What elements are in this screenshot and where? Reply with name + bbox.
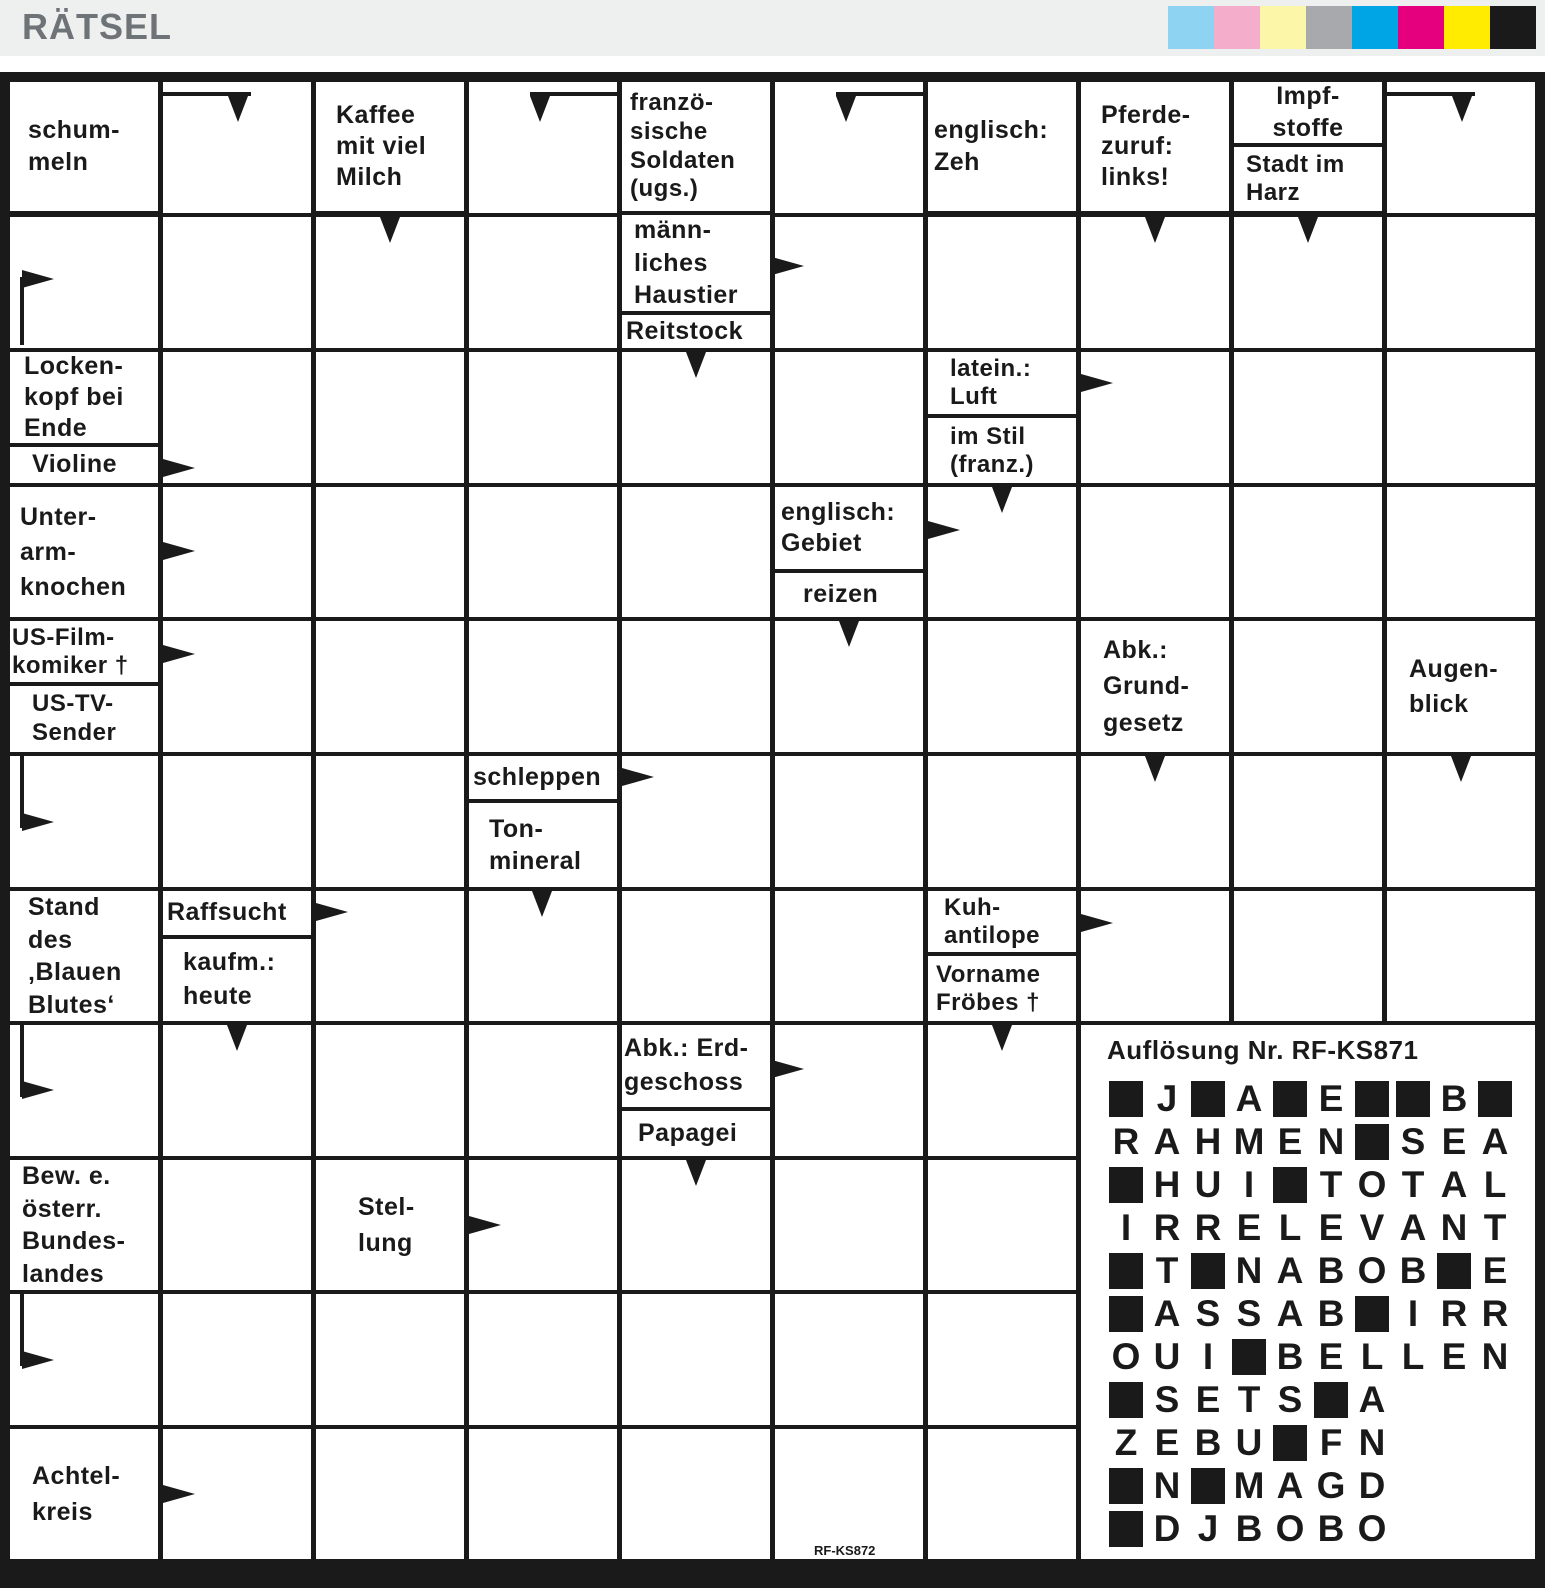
solution-block: [1191, 1468, 1225, 1504]
clue-tonmineral: Ton- mineral: [469, 803, 617, 887]
color-swatch: [1214, 6, 1260, 49]
solution-block: [1109, 1296, 1143, 1332]
clue-reizen: reizen: [775, 573, 923, 617]
arrow-down-icon: [1451, 756, 1471, 782]
clue-englisch-gebiet: englisch: Gebiet: [775, 487, 923, 569]
solution-letter: S: [1195, 1293, 1221, 1334]
answer-cell[interactable]: [775, 1025, 923, 1156]
color-calibration-bar: [1168, 6, 1536, 49]
solution-letter: T: [1401, 1164, 1425, 1205]
solution-letter: N: [1358, 1422, 1386, 1463]
solution-letter: O: [1111, 1336, 1141, 1377]
solution-block: [1355, 1081, 1389, 1117]
arrow-right-icon: [22, 1081, 54, 1099]
clue-franz-soldaten: franzö- sische Soldaten (ugs.): [622, 82, 770, 211]
answer-cell[interactable]: [163, 621, 311, 752]
answer-cell[interactable]: [928, 621, 1076, 752]
solution-letter: B: [1317, 1250, 1345, 1291]
solution-letter: I: [1243, 1164, 1255, 1205]
solution-letter: N: [1481, 1336, 1509, 1377]
clue-stellung: Stel- lung: [316, 1160, 464, 1290]
solution-letter: M: [1233, 1465, 1265, 1506]
answer-cell[interactable]: [163, 1160, 311, 1290]
answer-cell[interactable]: [316, 487, 464, 617]
answer-cell[interactable]: [928, 1294, 1076, 1425]
arrow-right-icon: [163, 1485, 195, 1503]
arrow-down-icon: [686, 1160, 706, 1186]
solution-letter: N: [1317, 1121, 1345, 1162]
solution-block: [1109, 1167, 1143, 1203]
solution-letter: R: [1153, 1207, 1181, 1248]
answer-cell[interactable]: [1081, 891, 1229, 1021]
clue-blaues-blut: Stand des ‚Blauen Blutes‘: [10, 891, 158, 1021]
solution-letter: E: [1154, 1422, 1180, 1463]
clue-lockenkopf: Locken- kopf bei Ende: [10, 352, 158, 443]
answer-cell[interactable]: [469, 1025, 617, 1156]
color-swatch: [1260, 6, 1306, 49]
arrow-down-icon: [992, 1025, 1012, 1051]
solution-letter: A: [1399, 1207, 1427, 1248]
solution-letter: M: [1233, 1121, 1265, 1162]
answer-cell[interactable]: [316, 1294, 464, 1425]
clue-schleppen: schleppen: [469, 756, 617, 799]
answer-cell[interactable]: [163, 217, 311, 348]
clue-unterarmknochen: Unter- arm- knochen: [10, 487, 158, 617]
solution-letter: B: [1440, 1078, 1468, 1119]
arrow-down-icon: [1298, 217, 1318, 243]
answer-cell[interactable]: [1234, 891, 1382, 1021]
solution-block: [1232, 1339, 1266, 1375]
answer-cell[interactable]: [1081, 487, 1229, 617]
solution-letter: U: [1194, 1164, 1222, 1205]
color-swatch: [1398, 6, 1444, 49]
solution-letter: E: [1318, 1207, 1344, 1248]
arrow-right-icon: [163, 645, 195, 663]
clue-im-stil: im Stil (franz.): [928, 418, 1076, 483]
arrow-down-icon: [228, 96, 248, 122]
arrow-down-icon: [380, 217, 400, 243]
solution-letter: L: [1360, 1336, 1384, 1377]
answer-cell[interactable]: [1234, 352, 1382, 483]
solution-block: [1109, 1081, 1143, 1117]
solution-letter: T: [1155, 1250, 1179, 1291]
answer-cell[interactable]: [775, 1294, 923, 1425]
solution-letter: O: [1357, 1164, 1387, 1205]
arrow-right-icon: [772, 257, 804, 275]
answer-cell[interactable]: [469, 217, 617, 348]
color-swatch: [1168, 6, 1214, 49]
solution-letter: A: [1235, 1078, 1263, 1119]
arrow-right-icon: [1081, 374, 1113, 392]
clue-pferdezuruf: Pferde- zuruf: links!: [1081, 82, 1229, 211]
solution-letter: I: [1202, 1336, 1214, 1377]
answer-cell[interactable]: [1387, 891, 1535, 1021]
answer-cell[interactable]: [469, 621, 617, 752]
solution-block: [1109, 1511, 1143, 1547]
clue-kuhantilope: Kuh- antilope: [928, 891, 1076, 952]
solution-letter: A: [1276, 1465, 1304, 1506]
solution-block: [1437, 1253, 1471, 1289]
answer-cell[interactable]: [1387, 352, 1535, 483]
solution-letter: B: [1276, 1336, 1304, 1377]
solution-letter: F: [1319, 1422, 1343, 1463]
answer-cell[interactable]: [775, 1429, 923, 1559]
answer-cell[interactable]: [1081, 352, 1229, 483]
solution-letter: A: [1276, 1293, 1304, 1334]
clue-kaffee-milch: Kaffee mit viel Milch: [316, 82, 464, 211]
answer-cell[interactable]: [775, 756, 923, 887]
solution-letter: D: [1153, 1508, 1181, 1549]
solution-letter: S: [1236, 1293, 1262, 1334]
arrow-down-icon: [530, 96, 550, 122]
clue-violine: Violine: [10, 447, 158, 483]
solution-letter: B: [1317, 1293, 1345, 1334]
solution-letter: T: [1319, 1164, 1343, 1205]
solution-block: [1273, 1167, 1307, 1203]
solution-letter: E: [1441, 1336, 1467, 1377]
solution-letter: J: [1156, 1078, 1178, 1119]
arrow-down-icon: [1145, 756, 1165, 782]
solution-block: [1314, 1382, 1348, 1418]
solution-letter: H: [1153, 1164, 1181, 1205]
solution-letter: N: [1153, 1465, 1181, 1506]
clue-us-filmkomiker: US-Film- komiker †: [10, 621, 158, 682]
answer-cell[interactable]: [469, 487, 617, 617]
solution-letter: J: [1197, 1508, 1219, 1549]
solution-letter: G: [1316, 1465, 1346, 1506]
puzzle-code: RF-KS872: [814, 1543, 876, 1558]
solution-letter: N: [1235, 1250, 1263, 1291]
clue-reitstock: Reitstock: [622, 315, 770, 348]
answer-cell[interactable]: [163, 756, 311, 887]
solution-letter: B: [1399, 1250, 1427, 1291]
solution-block: [1355, 1296, 1389, 1332]
solution-letter: Z: [1114, 1422, 1138, 1463]
solution-title: Auflösung Nr. RF-KS871: [1107, 1035, 1419, 1065]
solution-panel: [1081, 1025, 1535, 1559]
solution-block: [1109, 1382, 1143, 1418]
solution-letter: E: [1318, 1336, 1344, 1377]
solution-block: [1273, 1425, 1307, 1461]
arrow-right-icon: [22, 1351, 54, 1369]
solution-letter: O: [1357, 1508, 1387, 1549]
color-swatch: [1352, 6, 1398, 49]
solution-letter: L: [1483, 1164, 1507, 1205]
solution-letter: R: [1194, 1207, 1222, 1248]
answer-cell[interactable]: [163, 1294, 311, 1425]
solution-block: [1396, 1081, 1430, 1117]
answer-cell[interactable]: [469, 352, 617, 483]
solution-letter: O: [1357, 1250, 1387, 1291]
clue-maennliches-haustier: männ- liches Haustier: [622, 215, 770, 311]
clue-vorname-froebes: Vorname Fröbes †: [928, 956, 1076, 1021]
solution-letter: T: [1483, 1207, 1507, 1248]
clue-us-tv-sender: US-TV- Sender: [10, 686, 158, 752]
clue-kaufm-heute: kaufm.: heute: [163, 939, 311, 1021]
clue-bundeslandes: Bew. e. österr. Bundes- landes: [10, 1160, 158, 1290]
answer-cell[interactable]: [1387, 487, 1535, 617]
color-swatch: [1490, 6, 1536, 49]
solution-letter: E: [1318, 1078, 1344, 1119]
solution-letter: U: [1153, 1336, 1181, 1377]
solution-letter: L: [1278, 1207, 1302, 1248]
arrow-right-icon: [163, 542, 195, 560]
answer-cell[interactable]: [1234, 621, 1382, 752]
arrow-down-icon: [992, 487, 1012, 513]
clue-englisch-zeh: englisch: Zeh: [928, 82, 1076, 211]
answer-cell[interactable]: [316, 352, 464, 483]
arrow-right-icon: [316, 903, 348, 921]
answer-cell[interactable]: [928, 756, 1076, 887]
solution-letter: S: [1154, 1379, 1180, 1420]
solution-block: [1109, 1468, 1143, 1504]
answer-cell[interactable]: [622, 621, 770, 752]
clue-papagei: Papagei: [622, 1111, 770, 1156]
arrow-right-icon: [163, 459, 195, 477]
solution-letter: A: [1440, 1164, 1468, 1205]
solution-letter: S: [1400, 1121, 1426, 1162]
answer-cell[interactable]: [1387, 217, 1535, 348]
arrow-right-icon: [22, 270, 54, 288]
clue-impfstoffe: Impf- stoffe: [1234, 82, 1382, 143]
solution-block: [1355, 1124, 1389, 1160]
arrow-right-icon: [928, 521, 960, 539]
solution-letter: R: [1440, 1293, 1468, 1334]
solution-letter: B: [1235, 1508, 1263, 1549]
solution-letter: A: [1153, 1121, 1181, 1162]
solution-letter: D: [1358, 1465, 1386, 1506]
solution-letter: O: [1275, 1508, 1305, 1549]
solution-letter: L: [1401, 1336, 1425, 1377]
solution-letter: N: [1440, 1207, 1468, 1248]
answer-cell[interactable]: [622, 1429, 770, 1559]
arrow-down-icon: [836, 96, 856, 122]
answer-cell[interactable]: [316, 756, 464, 887]
arrow-right-icon: [772, 1060, 804, 1078]
answer-cell[interactable]: [316, 1025, 464, 1156]
solution-letter: E: [1195, 1379, 1221, 1420]
solution-letter: R: [1481, 1293, 1509, 1334]
answer-cell[interactable]: [622, 891, 770, 1021]
answer-cell[interactable]: [928, 1160, 1076, 1290]
arrow-down-icon: [532, 891, 552, 917]
clue-schummeln: schum- meln: [10, 82, 158, 211]
solution-letter: A: [1153, 1293, 1181, 1334]
arrow-right-icon: [1081, 914, 1113, 932]
page-title: RÄTSEL: [22, 6, 172, 47]
clue-augenblick: Augen- blick: [1387, 621, 1535, 752]
solution-letter: E: [1236, 1207, 1262, 1248]
clue-abk-grundgesetz: Abk.: Grund- gesetz: [1081, 621, 1229, 752]
answer-cell[interactable]: [316, 1429, 464, 1559]
clue-abk-erdgeschoss: Abk.: Erd- geschoss: [622, 1025, 770, 1107]
clue-raffsucht: Raffsucht: [163, 891, 311, 935]
arrow-right-icon: [469, 1216, 501, 1234]
solution-letter: A: [1481, 1121, 1509, 1162]
solution-letter: T: [1237, 1379, 1261, 1420]
answer-cell[interactable]: [928, 217, 1076, 348]
answer-cell[interactable]: [622, 487, 770, 617]
arrow-down-icon: [1145, 217, 1165, 243]
solution-letter: E: [1441, 1121, 1467, 1162]
solution-block: [1478, 1081, 1512, 1117]
answer-cell[interactable]: [1234, 756, 1382, 887]
solution-letter: I: [1407, 1293, 1419, 1334]
solution-letter: A: [1276, 1250, 1304, 1291]
clue-stadt-im-harz: Stadt im Harz: [1234, 147, 1382, 211]
solution-letter: A: [1358, 1379, 1386, 1420]
solution-letter: H: [1194, 1121, 1222, 1162]
color-swatch: [1444, 6, 1490, 49]
solution-letter: R: [1112, 1121, 1140, 1162]
solution-letter: E: [1482, 1250, 1508, 1291]
arrow-down-icon: [227, 1025, 247, 1051]
answer-cell[interactable]: [469, 1429, 617, 1559]
solution-block: [1191, 1081, 1225, 1117]
answer-cell[interactable]: [469, 1294, 617, 1425]
solution-letter: B: [1317, 1508, 1345, 1549]
answer-cell[interactable]: [775, 891, 923, 1021]
answer-cell[interactable]: [928, 1429, 1076, 1559]
arrow-right-icon: [622, 768, 654, 786]
solution-block: [1273, 1081, 1307, 1117]
solution-letter: I: [1120, 1207, 1132, 1248]
answer-cell[interactable]: [1234, 487, 1382, 617]
clue-achtelkreis: Achtel- kreis: [10, 1429, 158, 1559]
color-swatch: [1306, 6, 1352, 49]
answer-cell[interactable]: [622, 1294, 770, 1425]
solution-block: [1191, 1253, 1225, 1289]
arrow-down-icon: [1452, 96, 1472, 122]
solution-letter: B: [1194, 1422, 1222, 1463]
solution-letter: S: [1277, 1379, 1303, 1420]
page-header: [0, 0, 1545, 56]
solution-letter: V: [1359, 1207, 1385, 1248]
answer-cell[interactable]: [775, 217, 923, 348]
arrow-down-icon: [839, 621, 859, 647]
crossword-grid: [0, 72, 1545, 1588]
solution-letter: U: [1235, 1422, 1263, 1463]
solution-letter: E: [1277, 1121, 1303, 1162]
answer-cell[interactable]: [775, 1160, 923, 1290]
arrow-down-icon: [686, 352, 706, 378]
arrow-right-icon: [22, 813, 54, 831]
answer-cell[interactable]: [316, 621, 464, 752]
answer-cell[interactable]: [775, 352, 923, 483]
clue-latein-luft: latein.: Luft: [928, 352, 1076, 414]
solution-block: [1109, 1253, 1143, 1289]
